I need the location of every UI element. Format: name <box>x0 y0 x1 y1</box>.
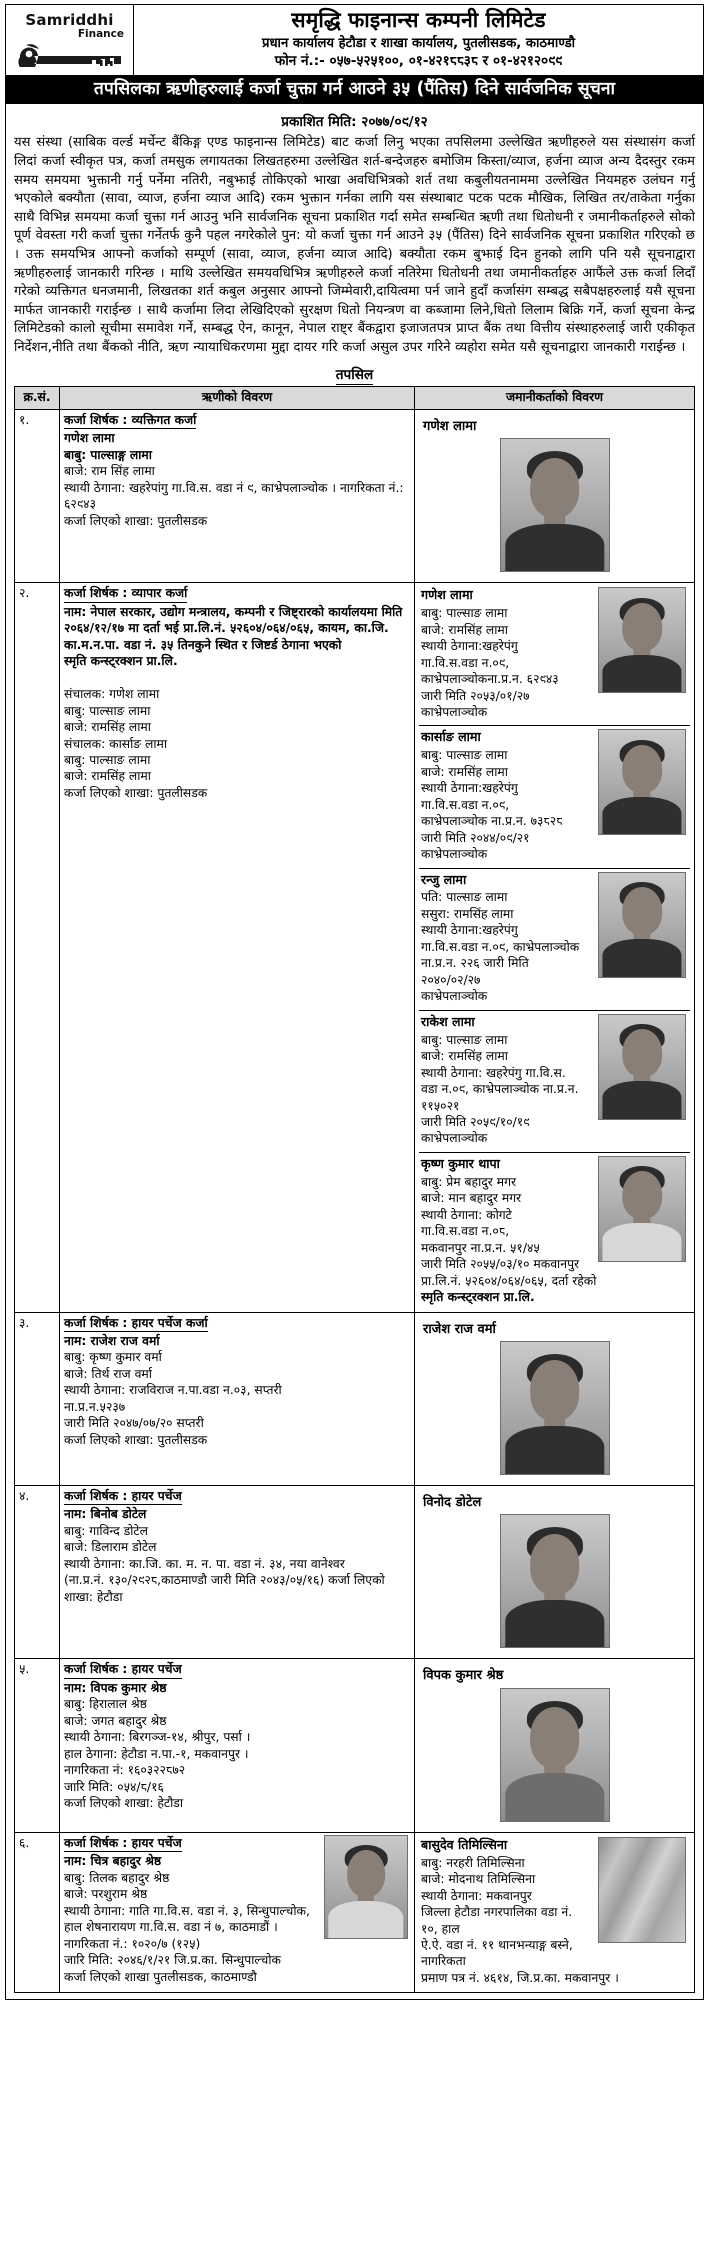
debtor-line: संचालक: गणेश लामा <box>64 687 160 702</box>
debtor-line: हाल ठेगाना: हेटौडा न.पा.-१, मकवानपुर । <box>64 1746 249 1761</box>
debtor-line: बाजे: डिलाराम डोटेल <box>64 1540 157 1555</box>
debtor-line: (ना.प्र.नं. १३०/२९२८,काठमाण्डौ जारी मिति २०४३/०५/१६) कर्जा लिएको शाखा: हेटौडा <box>64 1573 385 1604</box>
guarantor-line: बाबु: पाल्साङ लामा <box>421 1032 508 1047</box>
debtor-line: बाजे: रामसिंह लामा <box>64 769 151 784</box>
loan-title: कर्जा शिर्षक : हायर पर्चेज <box>64 1661 182 1678</box>
guarantor-block <box>419 1152 690 1309</box>
guarantor-block <box>419 412 690 579</box>
debtor-line: जारि मिति: २०४६/१/२१ जि.प्र.का. सिन्धुपाल्चोक <box>64 1953 281 1968</box>
debtor-line: स्मृति कन्स्ट्रक्शन प्रा.लि. <box>64 654 178 669</box>
guarantor-block <box>419 1315 690 1482</box>
row-serial-number: २. <box>15 583 60 1312</box>
debtor-line: स्थायी ठेगाना: खहरेपांगु गा.वि.स. वडा नं ९, काभ्रेपलाञ्चोक । नागरिकता नं.: ६२९४३ <box>64 480 404 512</box>
guarantor-line: गा.वि.स.वडा न.०८, <box>421 1224 510 1239</box>
table-body <box>15 409 695 1993</box>
person-photo <box>598 729 686 835</box>
guarantor-line: बाबु: नरहरी तिमिल्सिना <box>421 1855 525 1870</box>
guarantor-line: बाजे: मोदनाथ तिमिल्सिना <box>421 1872 536 1887</box>
logo-subtext: Finance <box>77 28 124 41</box>
debtor-line: बाबु: पाल्साङ लामा <box>64 752 151 767</box>
loan-title: कर्जा शिर्षक : व्यक्तिगत कर्जा <box>64 412 196 429</box>
debtor-line: बाबु: गाविन्द डोटेल <box>64 1523 148 1538</box>
guarantor-line: वडा न.०९, काभ्रेपलाञ्चोक ना.प्र.न. ११५०२१ <box>421 1082 579 1113</box>
guarantor-name: गणेश लामा <box>421 587 473 603</box>
map-image <box>598 1837 686 1943</box>
debtor-line: ना.प्र.न.५२३७ <box>64 1399 126 1414</box>
schedule-title: तपसिल <box>335 367 374 384</box>
loan-title: कर्जा शिर्षक : हायर पर्चेज <box>64 1835 182 1852</box>
notice-paragraph: यस संस्था (साबिक वर्ल्ड मर्चेन्ट बैंकिङ्ग एण्ड फाइनान्स लिमिटेड) बाट कर्जा लिनु भएका तपसिलमा उल्लेखित ऋणीहरुले यस संस्थासंग कर्जा लिदां कर्जा स्वीकृत पत्र, कर्जा तमसुक लगायतका लिखतहरुमा उल्लेखित शर्त-बन्देजहरु बमोजिम किस्ता/व्याज, हर्जना व्याज अन्य दैदस्तुर रकम समय समयमा भुक्तानी गर्नु पर्नेमा नतिरी, नबुझाई तोकिएको भाखा अवधिभित्रको शर्त तथा कबुलीयतनाममा उल्लेखित नियमहरु उलंघन गर्नु भएकोले बक्यौता (सावा, व्याज, हर्जना व्याज आदि) रकम भुक्तान गर्नका लागि यस संस्थाबाट पटक पटक मौखिक, लिखित तर/ताकेता गर्नुका साथै विभिन्न समयमा कर्जा चुक्ता गर्न आउनु भनि सार्वजनिक सूचना प्रकाशित गर्दा समेत सम्बन्धित ऋणी तथा धितोधनी र जमानीकर्ताहरुले सोको पूर्ण वेवस्ता गरी कर्जा चुक्ता गर्नेतर्फ कुनै पहल नगरेकोले पुन: यो कर्जा चुक्ता गर्न आउने ३५ (पैंतिस) दिने सार्वजनिक सूचना प्रकाशित गरिएको छ । उक्त समयभित्र आफ्नो कर्जाको सम्पूर्ण (सावा, व्याज, हर्जना व्याज आदि) बक्यौता रकम बुझाई दिन हुनको लागि पनि यसै सूचनाद्वारा ऋणीहरुलाई जानकारी गरिन्छ । माथि उल्लेखित समयवधिभित्र ऋणीहरुले कर्जा नतिरेमा धितोधनी तथा जमानीकर्ताहरु आफैंले उक्त कर्जा लिदाँ गरेको व्यक्तिगत धनजमानी, लिखतका शर्त कबुल अनुसार आफ्नो जिम्मेवारी,दायित्वमा पर्न जाने हुदाँ कर्जासंग सम्बद्ध सबैपक्षहरुलाई यसै सूचना मार्फत जानकारी गराईन्छ । साथै कर्जामा लिदा लेखिदिएको सुरक्षण धितो नियन्त्रण वा कब्जामा लिने,धितो लिलाम बिक्रि गर्ने, कर्जा सूचना केन्द्र लिमिटेडको कालो सूचीमा समावेश गर्ने, सम्बद्ध ऐन, कानून, नेपाल राष्ट्र बैंकद्वारा इजाजतपत्र प्राप्त बैंक तथा वित्तीय संस्थाहरुलाई जारी एकीकृत निर्देशन,नीति तथा बैंकको नीति, ऋण न्यायाधिकरणमा मुद्दा दायर गरि कर्जा असुल उपर गरिने व्यहोरा समेत यसै सूचनाद्वारा जानकारी गराईन्छ । <box>14 135 695 355</box>
guarantor-name: कृष्ण कुमार थापा <box>421 1155 500 1171</box>
guarantor-line: स्थायी ठेगाना: मकवानपुर <box>421 1888 532 1903</box>
debtor-details-cell <box>60 1659 415 1832</box>
debtor-line: बाबु: कृष्ण कुमार वर्मा <box>64 1350 162 1365</box>
debtor-line: नाम: चित्र बहादुर श्रेष्ठ <box>64 1854 162 1869</box>
guarantor-line: पति: पाल्साङ लामा <box>421 890 508 905</box>
notice-body <box>5 104 704 2000</box>
table-row <box>15 409 695 582</box>
guarantor-line: स्थायी ठेगाना: कोगटे <box>421 1207 512 1222</box>
guarantor-line: बाजे: मान बहादुर मगर <box>421 1191 522 1206</box>
debtor-line: बाजे: परशुराम श्रेष्ठ <box>64 1887 148 1902</box>
guarantor-line: जारी मिति २०५३/०१/२७ काभ्रेपलाञ्चोक <box>421 688 530 719</box>
debtor-line: गणेश लामा <box>64 431 115 446</box>
debtor-details-cell <box>60 1312 415 1485</box>
debtor-line: स्थायी ठेगाना: राजविराज न.पा.वडा न.०३, सप्तरी <box>64 1383 282 1398</box>
person-photo <box>598 872 686 978</box>
published-date: प्रकाशित मिति: २०७७/०९/१२ <box>281 114 428 131</box>
guarantor-line: गा.वि.स.वडा न.०९, <box>421 655 510 670</box>
debtor-details-cell <box>60 409 415 582</box>
debtor-line: कर्जा लिएको शाखा: पुतलीसडक <box>64 1432 208 1447</box>
row-serial-number: ४. <box>15 1485 60 1658</box>
guarantor-line: गा.वि.स.वडा न.०९, काभ्रेपलाञ्चोक <box>421 939 580 954</box>
person-photo <box>598 1014 686 1120</box>
company-logo <box>6 5 134 75</box>
guarantor-line: जिल्ला हेटौडा नगरपालिका वडा नं. १०, हाल <box>421 1905 573 1936</box>
row-serial-number: १. <box>15 409 60 582</box>
debtor-line: कर्जा लिएको शाखा पुतलीसडक, काठमाण्डौ <box>64 1969 257 1984</box>
company-name: समृद्धि फाइनान्स कम्पनी लिमिटेड <box>291 8 546 32</box>
logo-wordmark: Samriddhi <box>25 11 114 30</box>
guarantor-details-cell <box>415 583 695 1312</box>
guarantor-details-cell <box>415 409 695 582</box>
guarantor-line: बाजे: रामसिंह लामा <box>421 1049 508 1064</box>
debtor-line: जारी मिति २०४७/०७/२० सप्तरी <box>64 1416 204 1431</box>
debtor-line: नाम: विपक कुमार श्रेष्ठ <box>64 1680 167 1695</box>
debtor-details-cell <box>60 1485 415 1658</box>
guarantor-line: काभ्रेपलाञ्चोक <box>421 989 488 1004</box>
guarantor-line: काभ्रेपलाञ्चोकना.प्र.न. ६२९४३ <box>421 672 559 687</box>
debtor-line <box>64 670 410 686</box>
guarantor-line: बाजे: रामसिंह लामा <box>421 622 508 637</box>
guarantor-name: गणेश लामा <box>423 418 477 434</box>
guarantor-line: बाबु: प्रेम बहादुर मगर <box>421 1174 517 1189</box>
guarantor-line: बाबु: पाल्साङ लामा <box>421 748 508 763</box>
debtor-line: नाम: नेपाल सरकार, उद्योग मन्त्रालय, कम्पनी र जिष्ट्रारको कार्यालयमा मिति २०६४/१२/१७ मा दर्ता भई प्रा.लि.नं. ५२६०४/०६४/०६५, कायम, का.जि. का.म.न.पा. वडा नं. ३५ तिनकुने स्थित र जिष्टर्ड ठेगाना भएको <box>64 604 403 652</box>
guarantor-details-cell <box>415 1659 695 1832</box>
key-logo-icon <box>14 41 126 67</box>
guarantor-line: स्थायी ठेगाना:खहरेपंगु <box>421 639 518 654</box>
table-row <box>15 1485 695 1658</box>
schedule-table <box>14 386 695 1993</box>
guarantor-block <box>419 1488 690 1655</box>
col-header-sn: क्र.सं. <box>15 387 60 409</box>
guarantor-line: जारी मिति २०५५/०३/१० मकवानपुर <box>421 1257 580 1272</box>
debtor-details-cell <box>60 583 415 1312</box>
guarantor-line: प्रा.लि.नं. ५२६०४/०६४/०६५, दर्ता रहेको <box>421 1273 597 1288</box>
person-photo <box>598 587 686 693</box>
guarantor-line: ना.प्र.न. २२६ जारी मिति २०४०/०२/२७ <box>421 956 529 987</box>
guarantor-block <box>419 1010 690 1150</box>
debtor-line: बाजे: जगत बहादुर श्रेष्ठ <box>64 1713 167 1728</box>
debtor-line: नाम: बिनोब डोटेल <box>64 1507 147 1522</box>
debtor-line: स्थायी ठेगाना: का.जि. का. म. न. पा. वडा नं. ३४, नया वानेश्वर <box>64 1556 345 1571</box>
guarantor-details-cell <box>415 1485 695 1658</box>
masthead <box>5 4 704 76</box>
guarantor-line: बाबु: पाल्साङ लामा <box>421 606 508 621</box>
debtor-line: नागरिकता नं: १६०३२२८७२ <box>64 1763 186 1778</box>
guarantor-name: रन्जु लामा <box>421 871 467 887</box>
notice-banner: तपसिलका ऋणीहरुलाई कर्जा चुक्ता गर्न आउने ३५ (पैंतिस) दिने सार्वजनिक सूचना <box>5 76 704 105</box>
masthead-text <box>134 5 703 75</box>
debtor-line: स्थायी ठेगाना: गाति गा.वि.स. वडा नं. ३, सिन्धुपाल्चोक, हाल शेषनारायण गा.वि.स. वडा नं ७, काठमाडौं । नागरिकता नं.: १०२०/७ (१२५) <box>64 1903 310 1951</box>
debtor-line: बाजे: रामसिंह लामा <box>64 720 151 735</box>
table-row <box>15 1832 695 1993</box>
guarantor-line: स्मृति कन्स्ट्रक्शन प्रा.लि. <box>421 1290 535 1305</box>
guarantor-block <box>419 585 690 723</box>
debtor-line: कर्जा लिएको शाखा: हेटौडा <box>64 1796 184 1811</box>
debtor-line: बाजे: तिर्थ राज वर्मा <box>64 1366 152 1381</box>
debtor-details-cell <box>60 1832 415 1993</box>
debtor-line: स्थायी ठेगाना: बिरगञ्ज-१४, श्रीपुर, पर्सा । <box>64 1730 251 1745</box>
guarantor-line: स्थायी ठेगाना:खहरेपंगु <box>421 781 518 796</box>
debtor-line: बाजे: राम सिंह लामा <box>64 464 155 479</box>
loan-title: कर्जा शिर्षक : व्यापार कर्जा <box>64 585 187 602</box>
debtor-line: कर्जा लिएको शाखा: पुतलीसडक <box>64 513 208 528</box>
debtor-line: बाबु: पाल्साङ्ग लामा <box>64 447 152 462</box>
person-photo <box>500 1688 610 1822</box>
col-header-debtor: ऋणीको विवरण <box>60 387 415 409</box>
row-serial-number: ६. <box>15 1832 60 1993</box>
guarantor-name: राजेश राज वर्मा <box>423 1321 496 1337</box>
loan-title: कर्जा शिर्षक : हायर पर्चेज <box>64 1488 182 1505</box>
row-serial-number: ३. <box>15 1312 60 1485</box>
guarantor-line: ससुरा: रामसिंह लामा <box>421 906 514 921</box>
guarantor-block <box>419 1661 690 1828</box>
guarantor-line: स्थायी ठेगाना: खहरेपंगु गा.वि.स. <box>421 1065 566 1080</box>
guarantor-name: विपक कुमार श्रेष्ठ <box>423 1668 504 1684</box>
debtor-line: बाबु: तिलक बहादुर श्रेष्ठ <box>64 1870 170 1885</box>
guarantor-line: जारी मिति २०५९/१०/१९ काभ्रेपलाञ्चोक <box>421 1114 530 1146</box>
person-photo <box>500 438 610 572</box>
guarantor-details-cell <box>415 1832 695 1993</box>
guarantor-name: कार्साङ लामा <box>421 729 481 745</box>
guarantor-name: बासुदेव तिमिल्सिना <box>421 1836 508 1852</box>
debtor-line: बाबु: हिरालाल श्रेष्ठ <box>64 1697 147 1712</box>
guarantor-details-cell <box>415 1312 695 1485</box>
debtor-line: संचालक: कार्साङ लामा <box>64 736 168 751</box>
guarantor-line: बाजे: रामसिंह लामा <box>421 764 508 779</box>
guarantor-line: काभ्रेपलाञ्चोक ना.प्र.न. ७३८२८ <box>421 814 563 829</box>
guarantor-block <box>419 725 690 865</box>
person-photo <box>500 1514 610 1648</box>
guarantor-line: प्रमाण पत्र नं. ४६१४, जि.प्र.का. मकवानपुर । <box>421 1970 619 1985</box>
person-photo <box>324 1835 408 1939</box>
table-row <box>15 583 695 1312</box>
guarantor-line: मकवानपुर ना.प्र.न. ५१/४५ <box>421 1240 540 1255</box>
debtor-line: कर्जा लिएको शाखा: पुतलीसडक <box>64 785 208 800</box>
debtor-line: नाम: राजेश राज वर्मा <box>64 1334 160 1348</box>
guarantor-line: ऐ.ऐ. वडा नं. ११ थानभन्याङ्ग बस्ने, नागरिकता <box>421 1937 573 1969</box>
table-row <box>15 1312 695 1485</box>
company-offices: प्रधान कार्यालय हेटौडा र शाखा कार्यालय, पुतलीसडक, काठमाण्डौ <box>261 35 576 51</box>
person-photo <box>598 1156 686 1262</box>
debtor-line: जारि मिति: ०५४/८/१६ <box>64 1779 164 1794</box>
col-header-guarantor: जमानीकर्ताको विवरण <box>415 387 695 409</box>
guarantor-block <box>419 1835 690 1990</box>
row-serial-number: ५. <box>15 1659 60 1832</box>
guarantor-line: गा.वि.स.वडा न.०९, <box>421 797 510 812</box>
guarantor-name: विनोद डोटेल <box>423 1494 482 1510</box>
guarantor-block <box>419 868 690 1008</box>
person-photo <box>500 1341 610 1475</box>
loan-title: कर्जा शिर्षक : हायर पर्चेज कर्जा <box>64 1315 208 1332</box>
debtor-line: बाबु: पाल्साङ लामा <box>64 703 151 718</box>
guarantor-line: स्थायी ठेगाना:खहरेपंगु <box>421 923 518 938</box>
table-header-row <box>15 387 695 409</box>
table-row <box>15 1659 695 1832</box>
company-phone: फोन नं.:- ०५७-५२५१००, ०१-४२१८८३८ र ०१-४२१२०९९ <box>274 52 563 69</box>
guarantor-line: जारी मिति २०४४/०९/२१ काभ्रेपलाञ्चोक <box>421 830 530 862</box>
guarantor-name: राकेश लामा <box>421 1013 475 1029</box>
